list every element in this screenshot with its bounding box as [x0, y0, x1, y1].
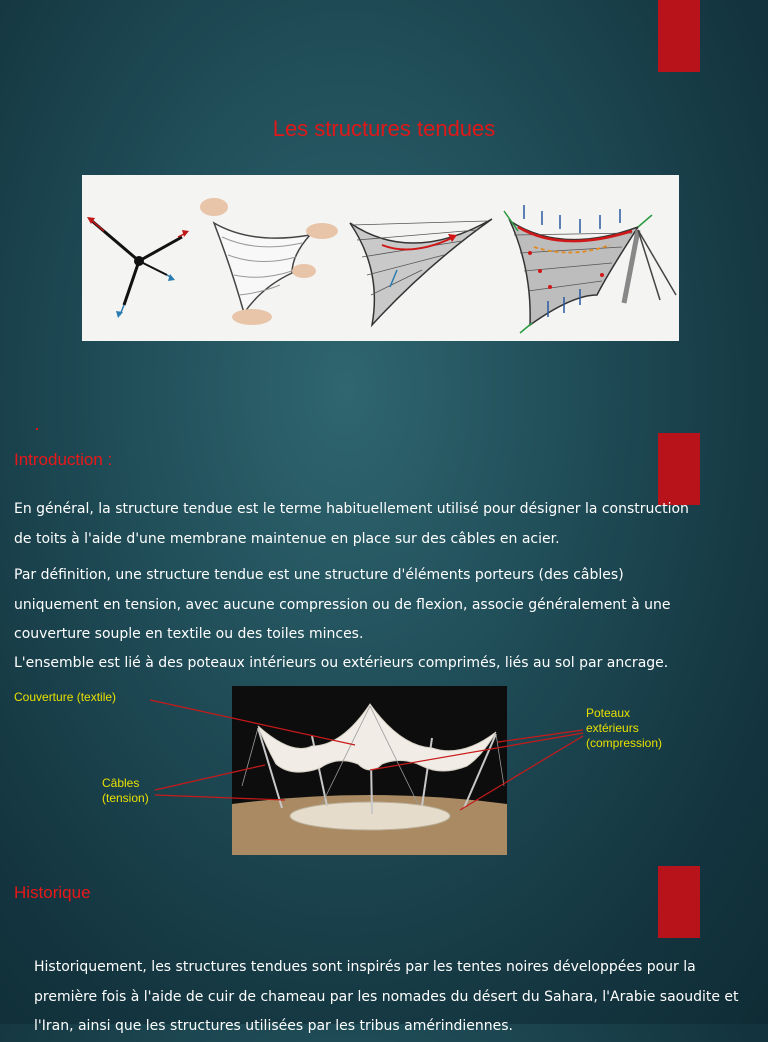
loaded-membrane-diagram: [504, 205, 676, 333]
intro-paragraph-2: Par définition, une structure tendue est une structure d'éléments porteurs (des câbles) uniquement en tension, avec aucune compression ou de flexion, associe généralement à une couverture souple en textile ou des toiles minces.: [14, 567, 671, 642]
force-node-diagram: [87, 217, 189, 318]
intro-paragraph-1: En général, la structure tendue est le terme habituellement utilisé pour désigner la construction de toits à l'aide d'une membrane maintenue en place sur des câbles en acier.: [14, 501, 689, 547]
section-heading-introduction: Introduction :: [14, 450, 113, 469]
membrane-hands-diagram: [200, 198, 338, 325]
tensile-principle-illustration: [82, 175, 679, 341]
decorative-red-bar: [658, 866, 700, 938]
label-covering: Couverture (textile): [14, 690, 117, 704]
tensile-diagrams-svg: [82, 175, 679, 341]
tensile-model-photo: [232, 686, 507, 855]
tensile-model-svg: [232, 686, 507, 855]
page-title: Les structures tendues: [272, 116, 496, 141]
saddle-net-diagram: [350, 219, 492, 325]
decorative-dot: [36, 428, 38, 430]
intro-paragraph-3: L'ensemble est lié à des poteaux intérieurs ou extérieurs comprimés, liés au sol par ancrage.: [14, 655, 669, 671]
historique-paragraph: Historiquement, les structures tendues sont inspirés par les tentes noires développées pour la première fois à l'aide de cuir de chameau par les nomades du désert du Sahara, l'Arabie saoudite et l'Iran, ainsi que les structures utilisées par les tribus amérindiennes.: [34, 959, 739, 1034]
section-heading-historique: Historique: [14, 883, 91, 902]
label-posts: Poteaux extérieurs (compression): [586, 706, 663, 750]
label-cables: Câbles (tension): [102, 776, 149, 805]
decorative-red-bar: [658, 0, 700, 72]
